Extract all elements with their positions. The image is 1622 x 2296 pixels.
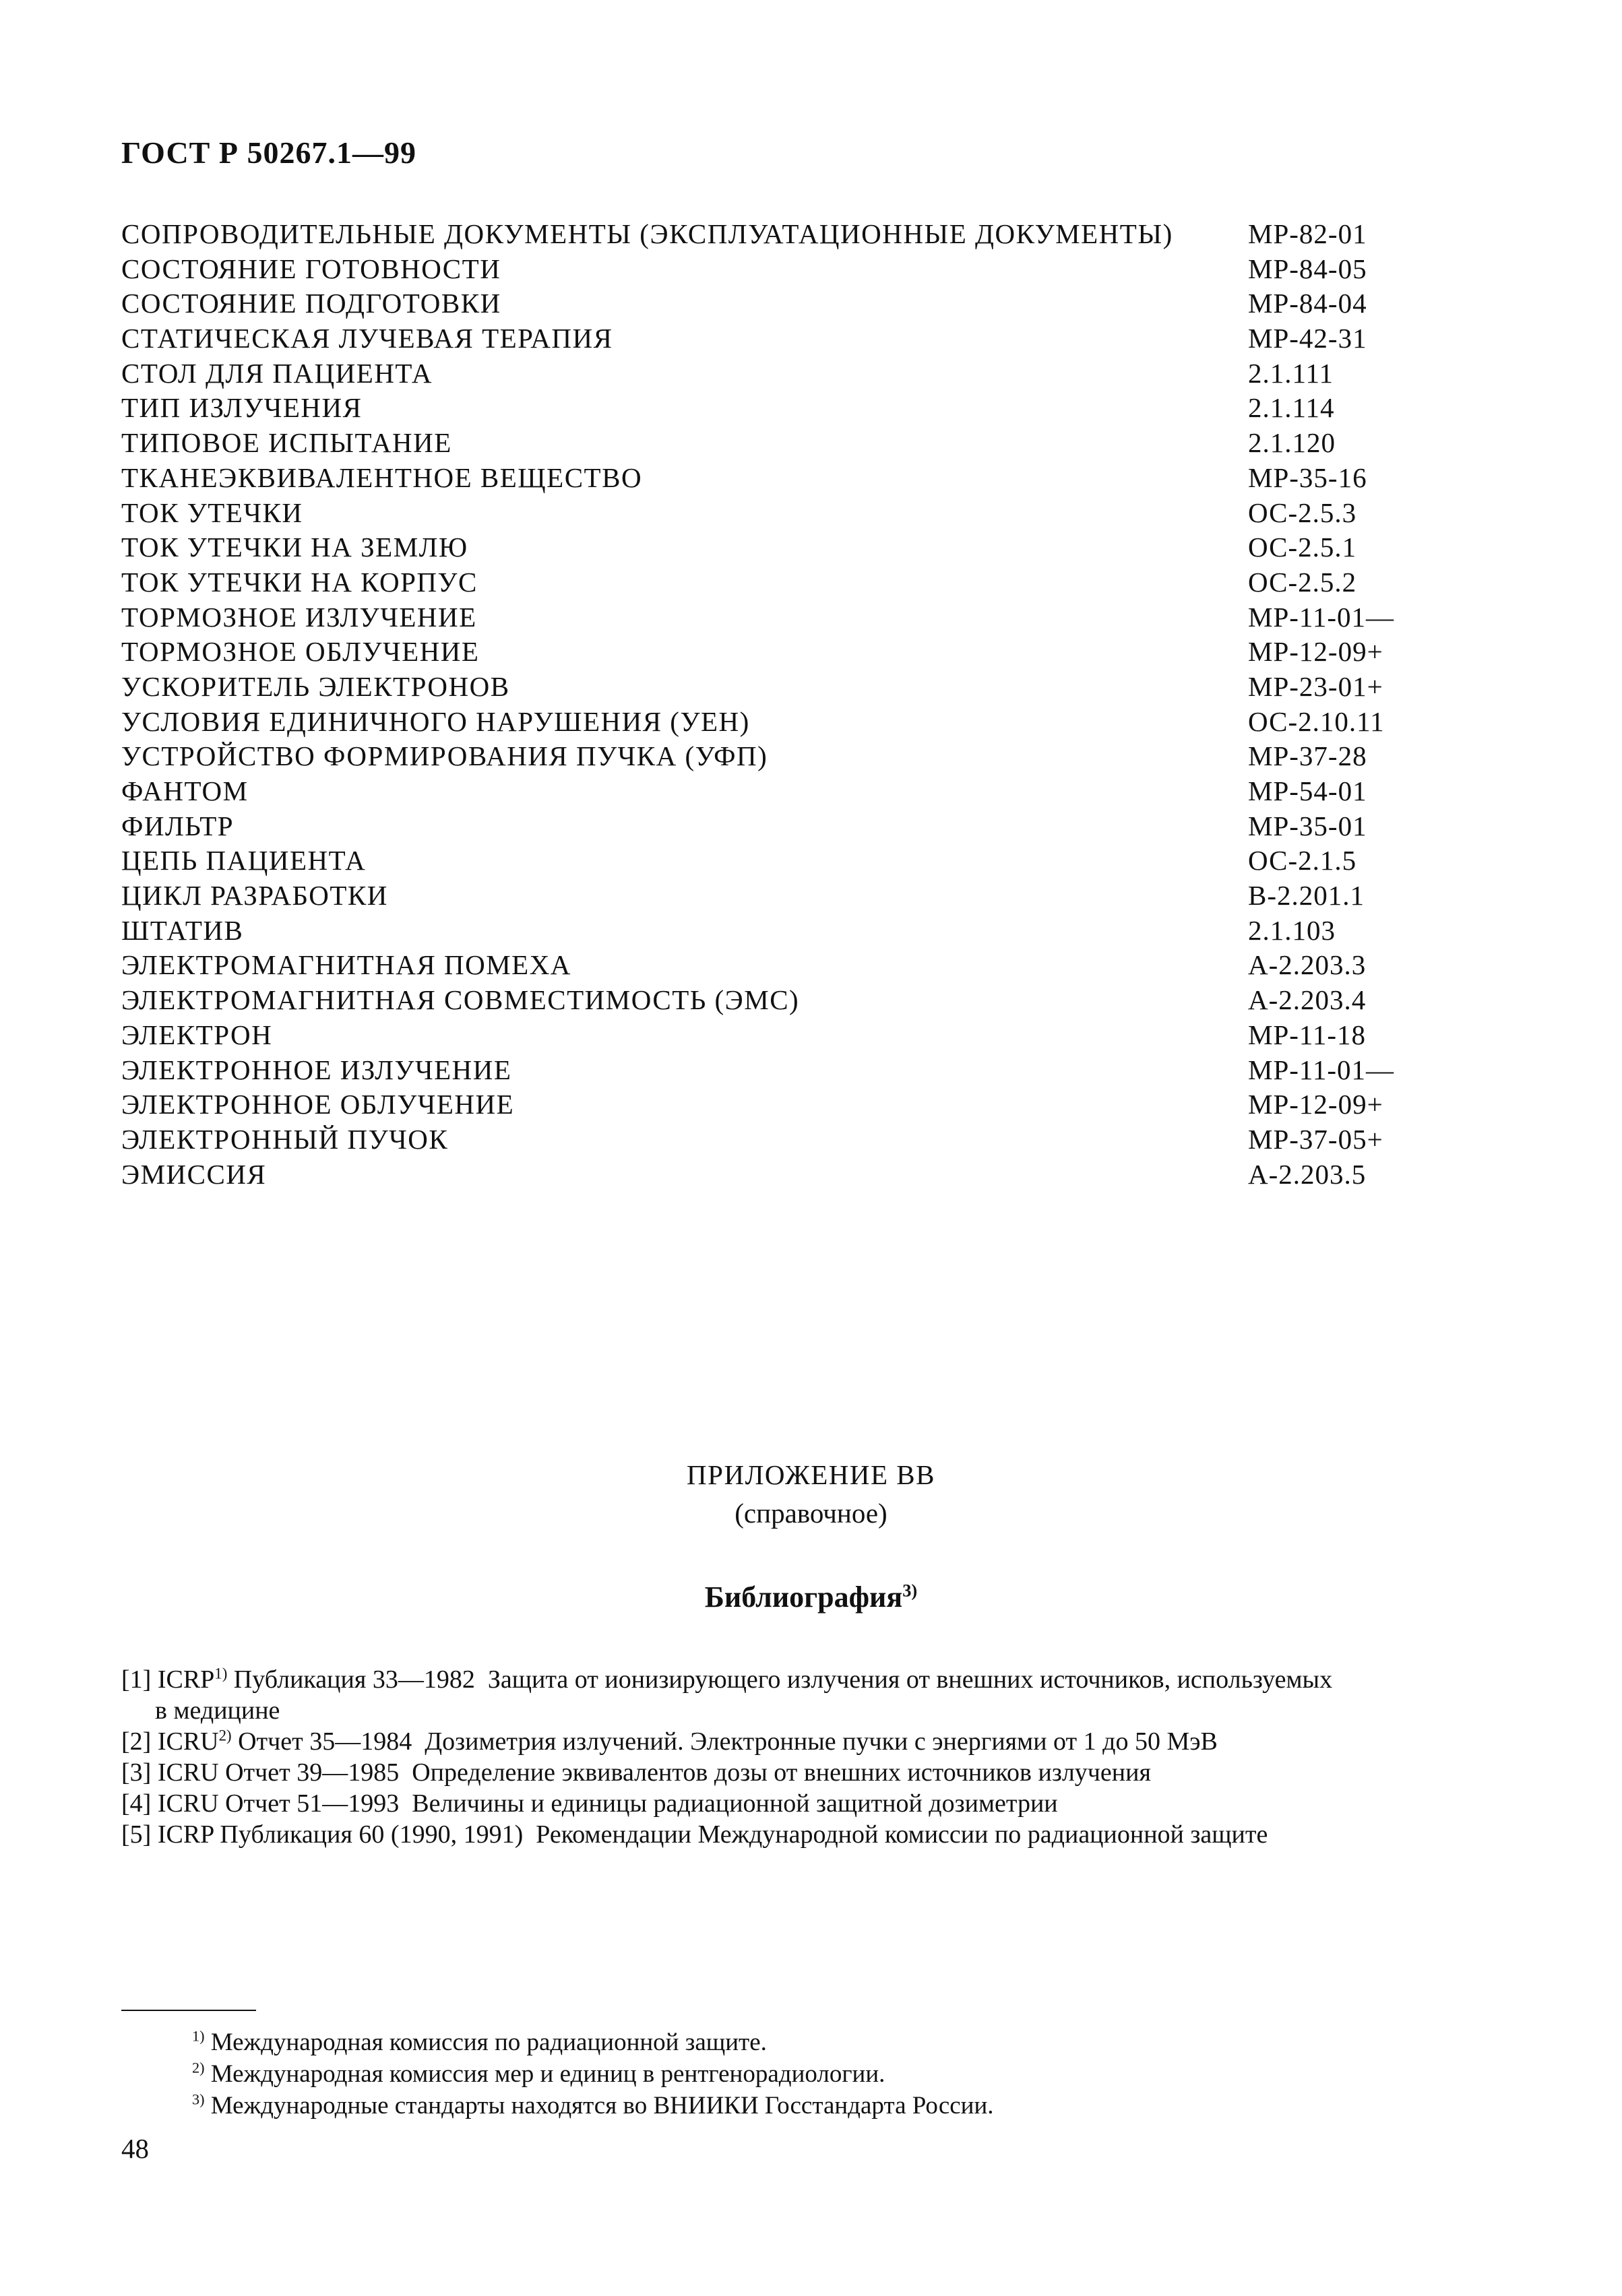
footnotes <box>192 2027 1472 2122</box>
bibliography-entry-continuation: в медицине <box>155 1696 280 1725</box>
bibliography-entry-number: [3] <box>121 1758 152 1787</box>
index-row <box>121 1053 1442 1088</box>
index-reference: А-2.203.3 <box>1248 949 1367 981</box>
index-term: ТОК УТЕЧКИ НА КОРПУС <box>121 566 478 598</box>
index-term: ТОК УТЕЧКИ <box>121 497 303 528</box>
index-term: ТОРМОЗНОЕ ОБЛУЧЕНИЕ <box>121 636 480 668</box>
index-term: ЦИКЛ РАЗРАБОТКИ <box>121 880 388 912</box>
index-row <box>121 252 1442 287</box>
index-reference: ОС-2.5.2 <box>1248 566 1357 598</box>
index-reference: МР-84-05 <box>1248 253 1367 284</box>
index-reference: 2.1.111 <box>1248 357 1334 389</box>
bibliography-entry-number: [4] <box>121 1789 152 1818</box>
index-term: ЭМИССИЯ <box>121 1158 267 1190</box>
index-row <box>121 809 1442 844</box>
index-term: ШТАТИВ <box>121 914 244 946</box>
bibliography-title-footnote-mark: 3) <box>902 1580 918 1601</box>
index-term: СОПРОВОДИТЕЛЬНЫЕ ДОКУМЕНТЫ (ЭКСПЛУАТАЦИОННЫЕ ДОКУМЕНТЫ) <box>121 218 1173 249</box>
index-row <box>121 1018 1442 1053</box>
term-index <box>121 217 1442 1192</box>
bibliography-list <box>121 1664 1509 1850</box>
index-reference: МР-11-01— <box>1248 601 1395 633</box>
footnote-text: Международная комиссия по радиационной защите. <box>204 2029 767 2056</box>
index-term: ЭЛЕКТРОННЫЙ ПУЧОК <box>121 1123 449 1155</box>
document-header: ГОСТ Р 50267.1—99 <box>121 135 416 170</box>
footnote-text: Международные стандарты находятся во ВНИИКИ Госстандарта России. <box>204 2092 994 2119</box>
bibliography-entry-line <box>121 1664 1509 1695</box>
page-number: 48 <box>121 2133 149 2164</box>
index-row <box>121 530 1442 565</box>
bibliography-entry-text: Отчет 51—1993 Величины и единицы радиационной защитной дозиметрии <box>218 1789 1058 1818</box>
index-reference: МР-84-04 <box>1248 288 1367 319</box>
index-row <box>121 356 1442 391</box>
bibliography-entry-line <box>121 1819 1509 1850</box>
index-row <box>121 879 1442 914</box>
index-reference: ОС-2.5.3 <box>1248 497 1357 528</box>
bibliography-entry-organization: ICRP <box>157 1665 215 1694</box>
index-row <box>121 565 1442 600</box>
index-reference: МР-23-01+ <box>1248 670 1383 702</box>
index-row <box>121 914 1442 949</box>
index-row <box>121 321 1442 356</box>
index-row <box>121 739 1442 774</box>
bibliography-entry-organization: ICRU <box>157 1789 219 1818</box>
footnote-mark: 1) <box>214 1665 228 1682</box>
index-term: ТОРМОЗНОЕ ИЗЛУЧЕНИЕ <box>121 601 477 633</box>
index-row <box>121 426 1442 461</box>
index-reference: МР-11-01— <box>1248 1054 1395 1085</box>
index-row <box>121 217 1442 252</box>
index-term: ЭЛЕКТРОМАГНИТНАЯ ПОМЕХА <box>121 949 571 981</box>
bibliography-entry-organization: ICRP <box>157 1820 214 1849</box>
index-row <box>121 670 1442 705</box>
footnote-mark: 3) <box>192 2091 205 2108</box>
footnote-mark: 1) <box>192 2027 205 2045</box>
bibliography-entry-organization: ICRU <box>157 1727 219 1756</box>
index-term: ТИПОВОЕ ИСПЫТАНИЕ <box>121 427 452 459</box>
bibliography-entry-text: Публикация 60 (1990, 1991) Рекомендации Международной комиссии по радиационной защите <box>213 1820 1268 1849</box>
bibliography-entry <box>121 1726 1509 1757</box>
index-reference: МР-12-09+ <box>1248 1089 1383 1120</box>
index-row <box>121 705 1442 740</box>
bibliography-entry-line <box>121 1757 1509 1788</box>
index-term: ЭЛЕКТРОННОЕ ИЗЛУЧЕНИЕ <box>121 1054 512 1085</box>
bibliography-entry-number: [2] <box>121 1727 152 1756</box>
index-term: ФАНТОМ <box>121 775 249 806</box>
index-row <box>121 391 1442 426</box>
footnote <box>192 2090 1472 2122</box>
index-row <box>121 983 1442 1018</box>
index-reference: А-2.203.5 <box>1248 1158 1367 1190</box>
bibliography-entry <box>121 1664 1509 1726</box>
index-row <box>121 948 1442 983</box>
bibliography-entry <box>121 1757 1509 1788</box>
bibliography-entry-line <box>121 1788 1509 1819</box>
index-reference: 2.1.103 <box>1248 914 1336 946</box>
index-row <box>121 1122 1442 1157</box>
index-reference: МР-37-05+ <box>1248 1123 1383 1155</box>
index-reference: ОС-2.5.1 <box>1248 532 1357 563</box>
index-row <box>121 774 1442 809</box>
index-term: ФИЛЬТР <box>121 810 235 841</box>
index-term: ТКАНЕЭКВИВАЛЕНТНОЕ ВЕЩЕСТВО <box>121 461 643 493</box>
index-term: ЭЛЕКТРОМАГНИТНАЯ СОВМЕСТИМОСТЬ (ЭМС) <box>121 984 800 1016</box>
bibliography-entry-text: Отчет 35—1984 Дозиметрия излучений. Электронные пучки с энергиями от 1 до 50 МэВ <box>231 1727 1218 1756</box>
index-term: ЭЛЕКТРОН <box>121 1019 273 1050</box>
index-term: УСЛОВИЯ ЕДИНИЧНОГО НАРУШЕНИЯ (УЕН) <box>121 705 750 737</box>
footnote <box>192 2058 1472 2090</box>
index-reference: МР-35-01 <box>1248 810 1367 841</box>
index-reference: МР-82-01 <box>1248 218 1367 249</box>
footnote <box>192 2027 1472 2058</box>
index-row <box>121 461 1442 496</box>
bibliography-entry-organization: ICRU <box>157 1758 219 1787</box>
bibliography-entry-number: [5] <box>121 1820 152 1849</box>
bibliography-entry-text: Отчет 39—1985 Определение эквивалентов дозы от внешних источников излучения <box>218 1758 1151 1787</box>
index-reference: МР-12-09+ <box>1248 636 1383 668</box>
index-reference: МР-42-31 <box>1248 323 1367 354</box>
bibliography-title-text: Библиография <box>704 1581 903 1614</box>
index-term: ТОК УТЕЧКИ НА ЗЕМЛЮ <box>121 532 468 563</box>
index-reference: 2.1.120 <box>1248 427 1336 459</box>
bibliography-entry-number: [1] <box>121 1665 152 1694</box>
index-reference: ОС-2.1.5 <box>1248 845 1357 876</box>
bibliography-entry-text: Публикация 33—1982 Защита от ионизирующего излучения от внешних источников, используемых <box>227 1665 1333 1694</box>
index-term: УСТРОЙСТВО ФОРМИРОВАНИЯ ПУЧКА (УФП) <box>121 740 768 772</box>
footnote-mark: 2) <box>192 2059 205 2076</box>
index-row <box>121 600 1442 635</box>
annex-title: ПРИЛОЖЕНИЕ ВВ <box>687 1459 935 1490</box>
index-term: УСКОРИТЕЛЬ ЭЛЕКТРОНОВ <box>121 670 510 702</box>
bibliography-entry <box>121 1788 1509 1819</box>
index-term: СОСТОЯНИЕ ГОТОВНОСТИ <box>121 253 501 284</box>
index-row <box>121 1087 1442 1122</box>
footnote-mark: 2) <box>218 1727 232 1744</box>
index-reference: МР-54-01 <box>1248 775 1367 806</box>
index-term: СОСТОЯНИЕ ПОДГОТОВКИ <box>121 288 501 319</box>
index-reference: МР-35-16 <box>1248 461 1367 493</box>
bibliography-entry <box>121 1819 1509 1850</box>
index-reference: 2.1.114 <box>1248 392 1335 424</box>
index-term: ЦЕПЬ ПАЦИЕНТА <box>121 845 367 876</box>
index-term: ЭЛЕКТРОННОЕ ОБЛУЧЕНИЕ <box>121 1089 515 1120</box>
annex-subtitle: (справочное) <box>735 1498 887 1529</box>
index-row <box>121 1157 1442 1192</box>
footnote-divider <box>121 2010 256 2011</box>
index-row <box>121 496 1442 531</box>
index-term: ТИП ИЗЛУЧЕНИЯ <box>121 392 363 424</box>
index-reference: МР-37-28 <box>1248 740 1367 772</box>
index-row <box>121 843 1442 879</box>
index-term: СТАТИЧЕСКАЯ ЛУЧЕВАЯ ТЕРАПИЯ <box>121 323 613 354</box>
index-reference: А-2.203.4 <box>1248 984 1367 1016</box>
index-reference: ОС-2.10.11 <box>1248 705 1385 737</box>
bibliography-title <box>0 1580 1622 1614</box>
bibliography-entry-line <box>121 1726 1509 1757</box>
footnote-text: Международная комиссия мер и единиц в рентгенорадиологии. <box>204 2060 885 2088</box>
index-term: СТОЛ ДЛЯ ПАЦИЕНТА <box>121 357 433 389</box>
index-row <box>121 286 1442 321</box>
index-reference: МР-11-18 <box>1248 1019 1367 1050</box>
index-row <box>121 635 1442 670</box>
index-reference: В-2.201.1 <box>1248 880 1365 912</box>
